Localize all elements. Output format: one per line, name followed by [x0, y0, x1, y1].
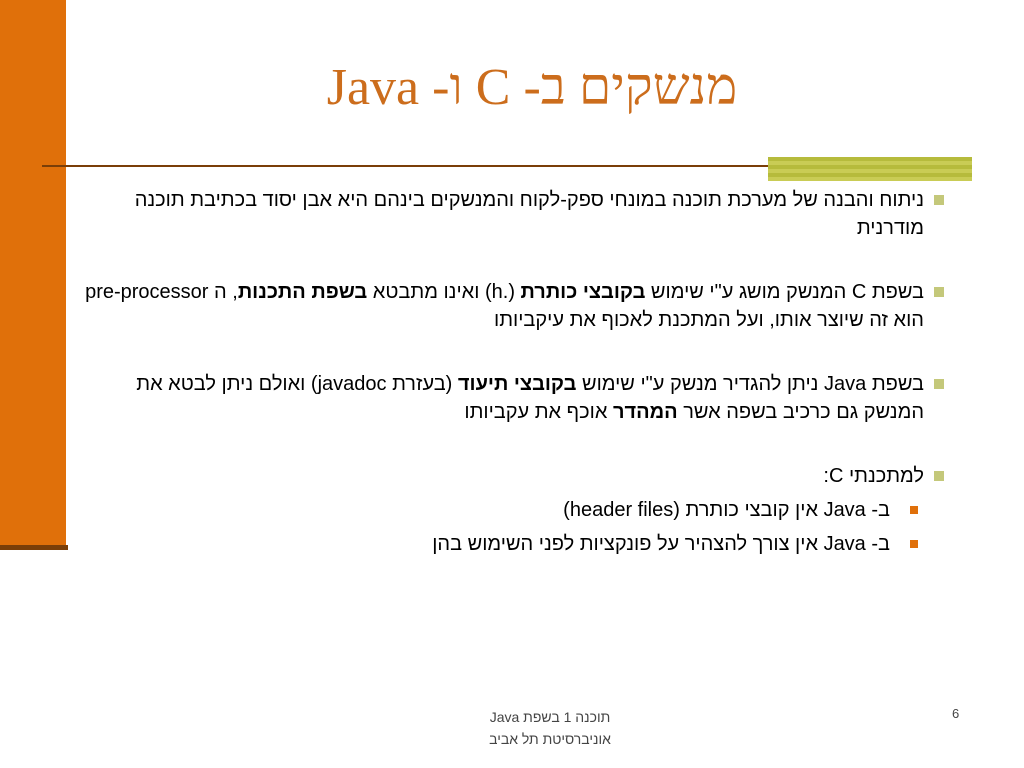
- sub-bullet-square-icon: [910, 506, 918, 514]
- bullet-item: [80, 370, 950, 426]
- slide-footer: [460, 706, 640, 750]
- sub-bullet-square-icon: [910, 540, 918, 548]
- bullet-square-icon: [934, 471, 944, 481]
- bullet-square-icon: [934, 379, 944, 389]
- bullet-item: [80, 278, 950, 334]
- bullet-text: בשפת Java ניתן להגדיר מנשק ע"י שימוש בקובצי תיעוד (בעזרת javadoc) ואולם ניתן לבטא את המנשק גם כרכיב בשפה אשר המהדר אוכף את עקביותו: [136, 373, 924, 423]
- page-number: 6: [952, 706, 960, 721]
- slide-title: מנשקים ב- C ו- Java: [326, 59, 738, 116]
- sub-bullet-text: ב- Java אין צורך להצהיר על פונקציות לפני השימוש בהן: [432, 533, 890, 555]
- bullet-square-icon: [934, 195, 944, 205]
- sub-bullet-item: [80, 496, 950, 524]
- bullet-item: [80, 462, 950, 490]
- slide-content: [80, 186, 950, 564]
- bullet-text: בשפת C המנשק מושג ע"י שימוש בקובצי כותרת (.h) ואינו מתבטא בשפת התכנות, ה pre-processor הוא זה שיוצר אותו, ועל המתכנת לאכוף את עיקביותו: [85, 281, 924, 331]
- sub-bullet-item: [80, 530, 950, 558]
- footer-university-line: אוניברסיטת תל אביב: [489, 731, 611, 747]
- bullet-item: [80, 186, 950, 242]
- bullet-square-icon: [934, 287, 944, 297]
- bullet-text: למתכנתי C:: [823, 465, 924, 487]
- sub-bullet-text: ב- Java אין קובצי כותרת (header files): [563, 499, 890, 521]
- side-decor-bar-shadow: [0, 545, 68, 550]
- footer-course-line: תוכנה 1 בשפת Java: [489, 709, 611, 725]
- olive-accent-block: [768, 157, 972, 181]
- bullet-text: ניתוח והבנה של מערכת תוכנה במונחי ספק-לקוח והמנשקים בינהם היא אבן יסוד בכתיבת תוכנה מודרנית: [134, 189, 924, 239]
